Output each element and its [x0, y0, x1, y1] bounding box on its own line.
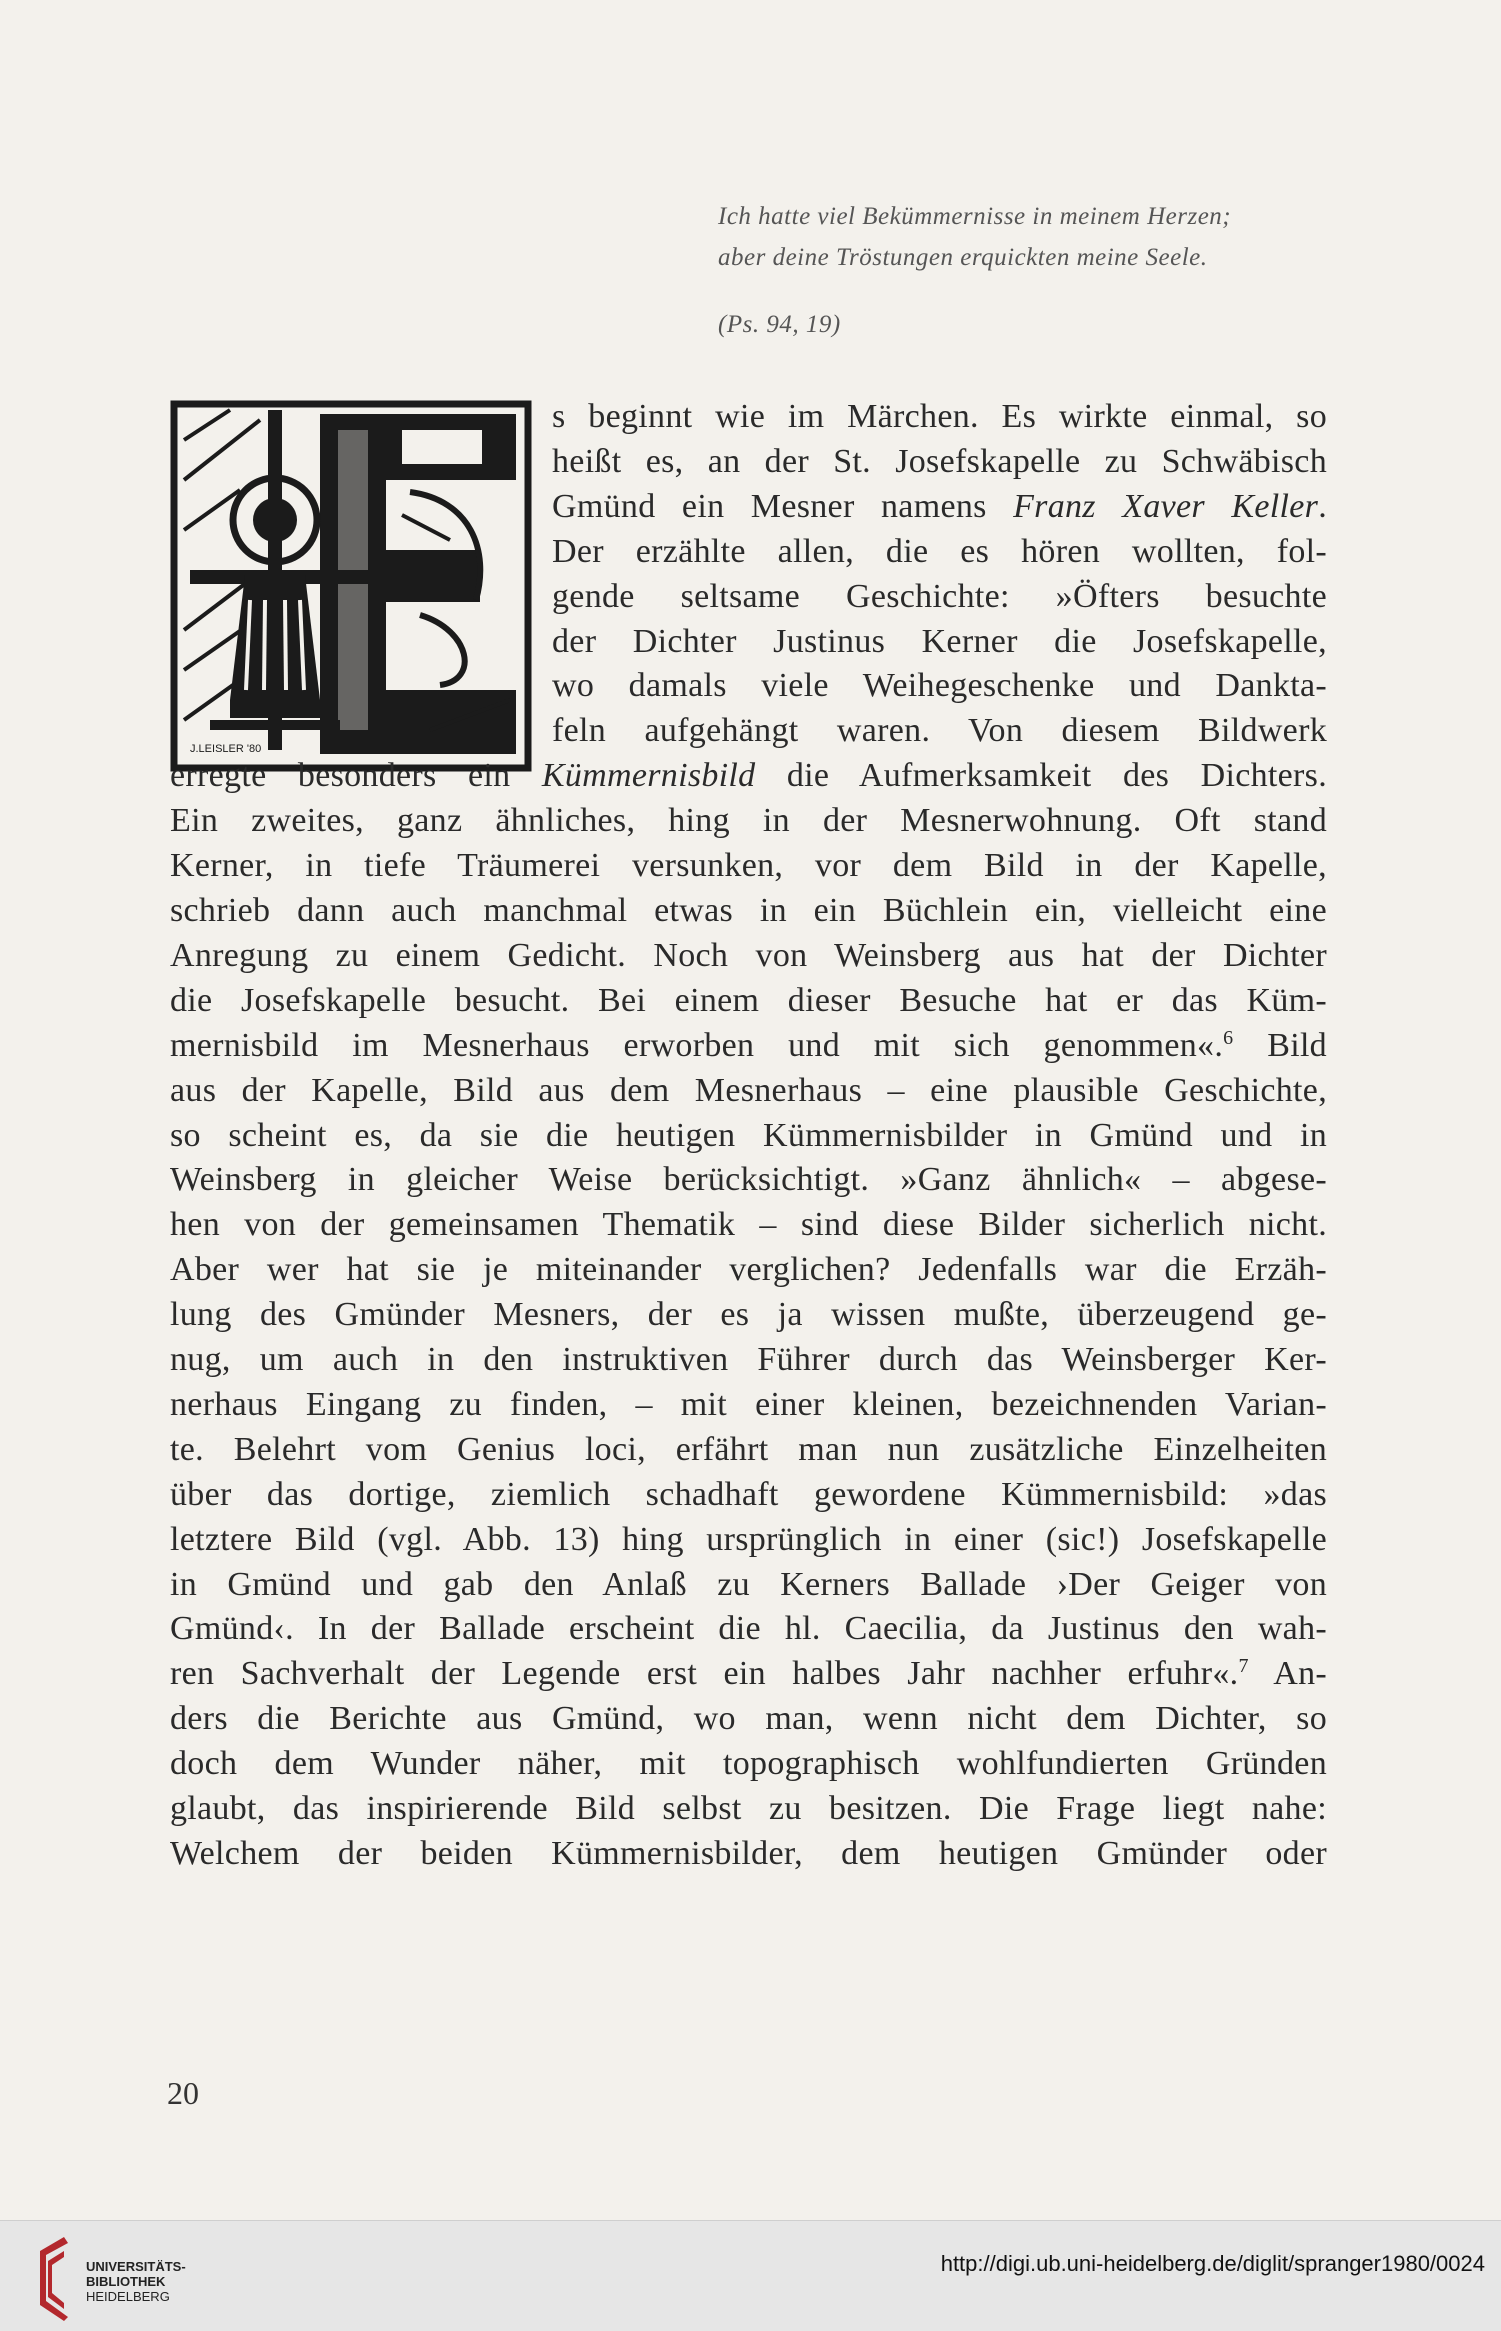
library-logo-icon [34, 2231, 74, 2323]
epigraph-line: aber deine Tröstungen erquickten meine Seele. [718, 244, 1208, 271]
text-line: lung des Gmünder Mesners, der es ja wissen mußte, überzeugend ge- [170, 1296, 1327, 1334]
library-name-line: BIBLIOTHEK [86, 2274, 166, 2289]
text-line: Welchem der beiden Kümmernisbilder, dem heutigen Gmünder oder [170, 1835, 1327, 1872]
text-line: nerhaus Eingang zu finden, – mit einer kleinen, bezeichnenden Varian- [170, 1385, 1327, 1423]
text-line: feln aufgehängt waren. Von diesem Bildwerk [552, 712, 1327, 750]
body-text [170, 395, 1327, 1877]
text-line: Aber wer hat sie je miteinander verglichen? Jedenfalls war die Erzäh- [170, 1251, 1327, 1289]
text-line: hen von der gemeinsamen Thematik – sind diese Bilder sicherlich nicht. [170, 1206, 1327, 1244]
epigraph-line: Ich hatte viel Bekümmernisse in meinem Herzen; [718, 203, 1232, 230]
text-line: der Dichter Justinus Kerner die Josefskapelle, [552, 622, 1327, 660]
text-line: te. Belehrt vom Genius loci, erfährt man nun zusätzliche Einzelheiten [170, 1430, 1327, 1468]
library-name-line: HEIDELBERG [86, 2289, 170, 2304]
text-line: ren Sachverhalt der Legende erst ein halbes Jahr nachher erfuhr«.$^7$ An- [170, 1655, 1328, 1693]
text-line: doch dem Wunder näher, mit topographisch wohlfundierten Gründen [170, 1745, 1327, 1783]
source-url-link[interactable]: http://digi.ub.uni-heidelberg.de/diglit/spranger1980/0024 [940, 2251, 1485, 2276]
epigraph-reference: (Ps. 94, 19) [718, 311, 841, 338]
text-line: letztere Bild (vgl. Abb. 13) hing ursprünglich in einer (sic!) Josefskapelle [170, 1520, 1327, 1558]
text-line: Ein zweites, ganz ähnliches, hing in der Mesnerwohnung. Oft stand [170, 802, 1327, 840]
epigraph [718, 196, 1358, 345]
library-name-line: UNIVERSITÄTS- [86, 2259, 186, 2274]
text-line: ders die Berichte aus Gmünd, wo man, wenn nicht dem Dichter, so [170, 1700, 1327, 1738]
text-line: heißt es, an der St. Josefskapelle zu Schwäbisch [552, 442, 1327, 480]
library-footer [0, 2220, 1501, 2331]
text-line: wo damals viele Weihegeschenke und Dankta- [552, 667, 1327, 705]
text-line: über das dortige, ziemlich schadhaft gewordene Kümmernisbild: »das [170, 1475, 1327, 1513]
text-line: glaubt, das inspirierende Bild selbst zu besitzen. Die Frage liegt nahe: [170, 1790, 1327, 1828]
text-line: gende seltsame Geschichte: »Öfters besuchte [552, 577, 1327, 615]
text-line: in Gmünd und gab den Anlaß zu Kerners Ballade ›Der Geiger von [170, 1565, 1327, 1603]
page-number: 20 [167, 2075, 199, 2111]
text-line: schrieb dann auch manchmal etwas in ein Büchlein ein, vielleicht eine [170, 891, 1327, 929]
text-line: mernisbild im Mesnerhaus erworben und mit sich genommen«.$^6$ Bild [170, 1026, 1327, 1064]
text-line: die Josefskapelle besucht. Bei einem dieser Besuche hat er das Küm- [170, 981, 1327, 1019]
woodcut-signature: J.LEISLER '80 [190, 743, 262, 755]
text-line: Gmünd‹. In der Ballade erscheint die hl. Caecilia, da Justinus den wah- [170, 1610, 1327, 1648]
text-line: erregte besonders ein Kümmernisbild die Aufmerksamkeit des Dichters. [170, 757, 1327, 795]
text-line: Gmünd ein Mesner namens Franz Xaver Keller. [552, 487, 1327, 525]
text-line: so scheint es, da sie die heutigen Kümmernisbilder in Gmünd und in [170, 1116, 1327, 1154]
text-line: Der erzählte allen, die es hören wollten, fol- [552, 532, 1327, 570]
text-line: Weinsberg in gleicher Weise berücksichtigt. »Ganz ähnlich« – abgese- [170, 1161, 1327, 1199]
text-line: aus der Kapelle, Bild aus dem Mesnerhaus – eine plausible Geschichte, [170, 1071, 1327, 1109]
text-line: Kerner, in tiefe Träumerei versunken, vor dem Bild in der Kapelle, [170, 847, 1327, 885]
text-line: Anregung zu einem Gedicht. Noch von Weinsberg aus hat der Dichter [170, 936, 1327, 974]
library-name [86, 2259, 186, 2304]
text-line: s beginnt wie im Märchen. Es wirkte einmal, so [552, 398, 1327, 435]
text-line: nug, um auch in den instruktiven Führer durch das Weinsberger Ker- [170, 1341, 1327, 1379]
